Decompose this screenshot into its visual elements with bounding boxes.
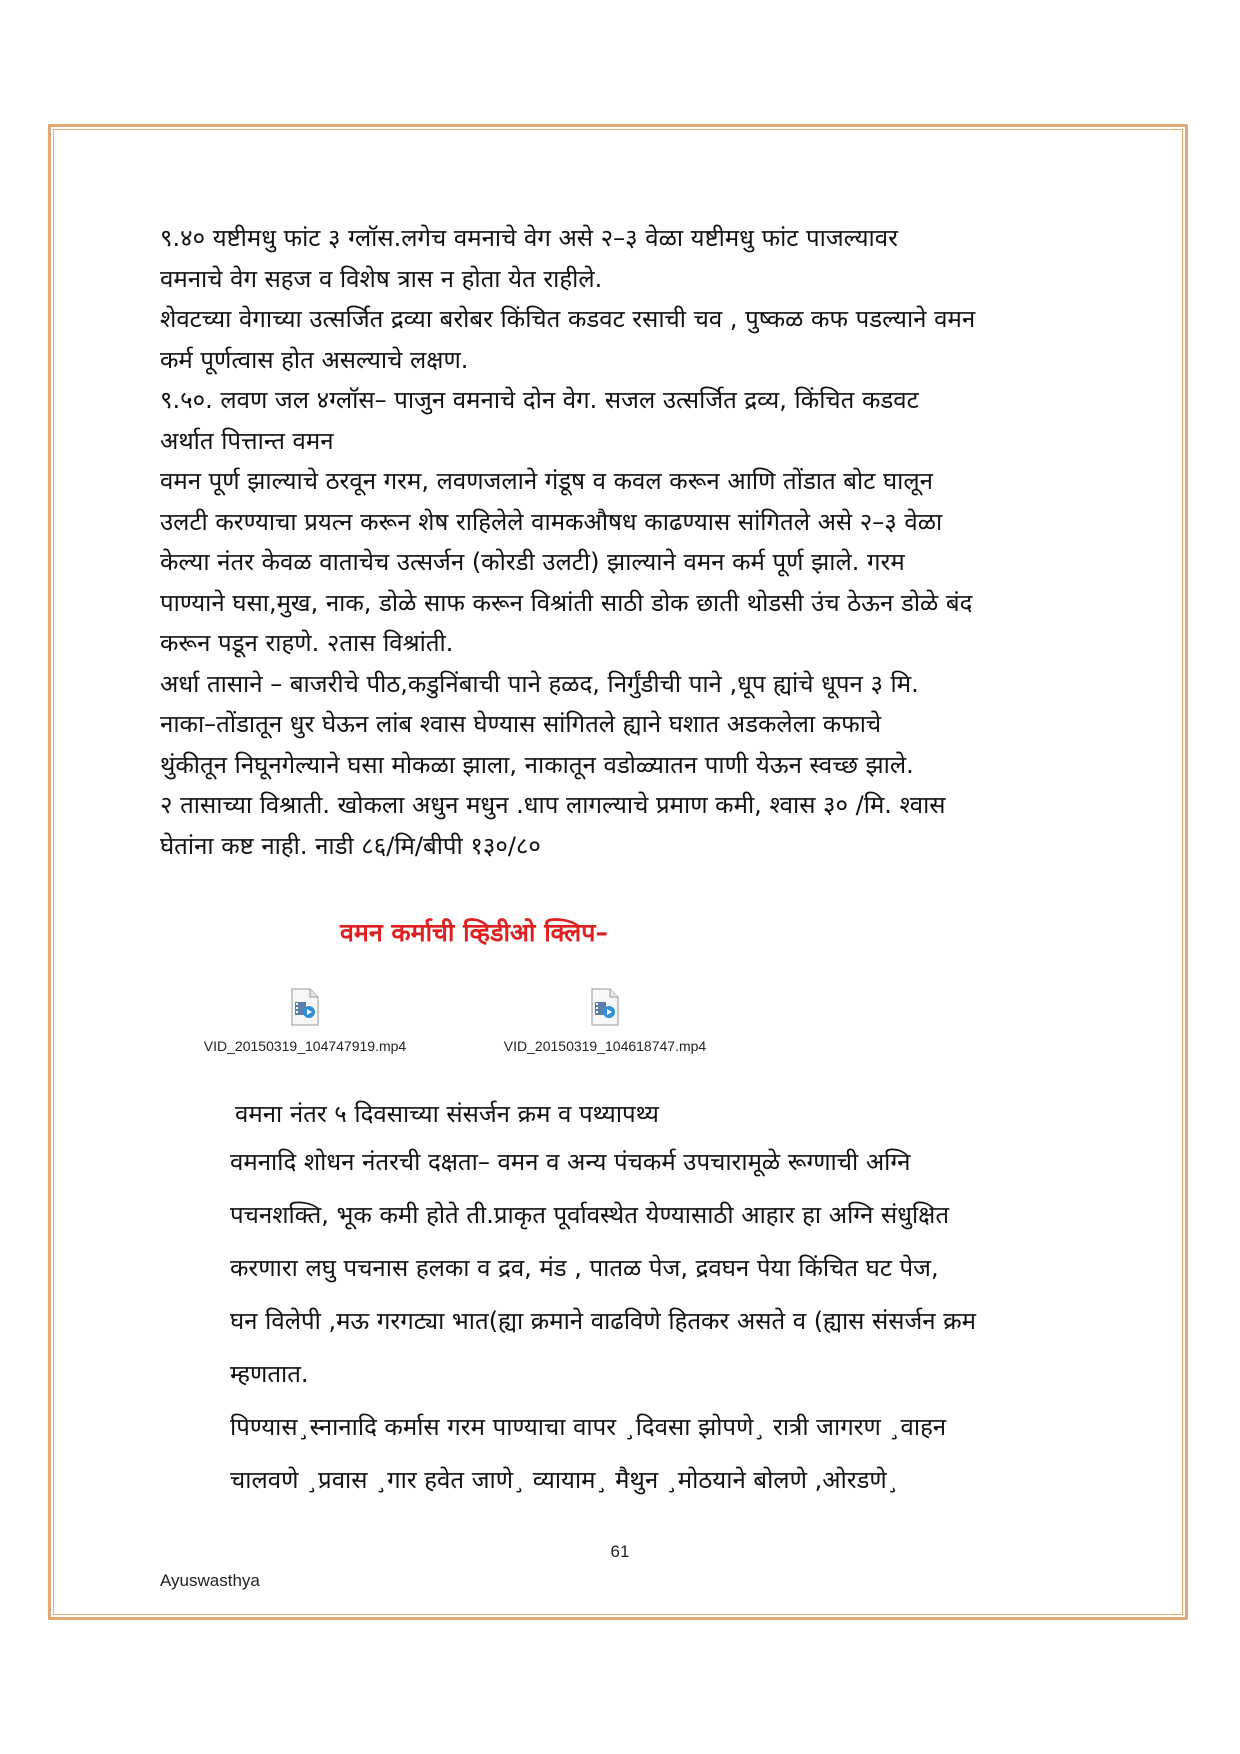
text-line: अर्थात पित्तान्त वमन xyxy=(160,426,334,455)
text-line: कर्म पूर्णत्वास होत असल्याचे लक्षण. xyxy=(160,345,469,374)
body-text-top xyxy=(160,218,1080,866)
text-line: पचनशक्ति, भूक कमी होते ती.प्राकृत पूर्वावस्थेत येण्यासाठी आहार हा अग्नि संधुक्षित xyxy=(230,1201,950,1229)
attachment-filename[interactable]: VID_20150319_104618747.mp4 xyxy=(503,1038,707,1054)
text-line: पाण्याने घसा,मुख, नाक, डोळे साफ करून विश्रांती साठी डोक छाती थोडसी उंच ठेऊन डोळे बंद xyxy=(160,588,973,617)
text-line: थुंकीतून निघूनगेल्याने घसा मोकळा झाला, नाकातून वडोळ्यातन पाणी येऊन स्वच्छ झाले. xyxy=(160,750,914,779)
text-line: म्हणतात. xyxy=(230,1360,309,1388)
page-number: 61 xyxy=(610,1542,630,1561)
text-line: ९.४० यष्टीमधु फांट ३ ग्लॉस.लगेच वमनाचे वेग असे २–३ वेळा यष्टीमधु फांट पाजल्यावर xyxy=(160,224,898,252)
text-line: केल्या नंतर केवळ वाताचेच उत्सर्जन (कोरडी उलटी) झाल्याने वमन कर्म पूर्ण झाले. गरम xyxy=(160,548,905,576)
attachment-filename[interactable]: VID_20150319_104747919.mp4 xyxy=(203,1038,407,1054)
text-line: करणारा लघु पचनास हलका व द्रव, मंड , पातळ पेज, द्रवघन पेया किंचित घट पेज, xyxy=(230,1254,939,1282)
video-clip-heading: वमन कर्माची व्हिडीओ क्लिप– xyxy=(340,918,608,947)
text-line: घेतांना कष्ट नाही. नाडी ८६/मि/बीपी १३०/८० xyxy=(160,831,541,860)
text-line: नाका–तोंडातून धुर घेऊन लांब श्वास घेण्यास सांगितले ह्याने घशात अडकलेला कफाचे xyxy=(160,710,882,738)
text-line: अर्धा तासाने – बाजरीचे पीठ,कडुनिंबाची पाने हळद, निर्गुंडीची पाने ,धूप ह्यांचे धूपन ३ मि. xyxy=(160,669,919,698)
text-line: वमन पूर्ण झाल्याचे ठरवून गरम, लवणजलाने गंडूष व कवल करून आणि तोंडात बोट घालून xyxy=(160,467,933,495)
text-line: वमनाचे वेग सहज व विशेष त्रास न होता येत राहीले. xyxy=(160,264,603,293)
text-line: ९.५०. लवण जल ४ग्लॉस– पाजुन वमनाचे दोन वेग. सजल उत्सर्जित द्रव्य, किंचित कडवट xyxy=(160,386,919,414)
text-line: वमनादि शोधन नंतरची दक्षता– वमन व अन्य पंचकर्म उपचारामूळे रूग्णाची अग्नि xyxy=(230,1148,911,1176)
video-file-icon[interactable] xyxy=(590,988,620,1026)
video-attachment-1[interactable] xyxy=(165,988,445,1054)
video-attachment-2[interactable] xyxy=(465,988,745,1054)
text-line: पिण्यास¸स्नानादि कर्मास गरम पाण्याचा वापर ¸दिवसा झोपणे¸ रात्री जागरण ¸वाहन xyxy=(230,1413,947,1441)
footer-text: Ayuswasthya xyxy=(160,1571,260,1590)
video-file-icon[interactable] xyxy=(290,988,320,1026)
text-line: शेवटच्या वेगाच्या उत्सर्जित द्रव्या बरोबर किंचित कडवट रसाची चव , पुष्कळ कफ पडल्याने वमन xyxy=(160,305,976,333)
text-line: करून पडून राहणे. २तास विश्रांती. xyxy=(160,629,454,657)
text-line: उलटी करण्याचा प्रयत्न करून शेष राहिलेले वामकऔषध काढण्यास सांगितले असे २–३ वेळा xyxy=(160,507,943,536)
text-line: चालवणे ¸प्रवास ¸गार हवेत जाणे¸ व्यायाम¸ मैथुन ¸मोठयाने बोलणे ,ओरडणे¸ xyxy=(230,1466,899,1494)
body-text-bottom xyxy=(230,1092,1110,1507)
text-line: २ तासाच्या विश्राती. खोकला अधुन मधुन .धाप लागल्याचे प्रमाण कमी, श्वास ३० /मि. श्वास xyxy=(160,791,946,819)
section-subheading: वमना नंतर ५ दिवसाच्या संसर्जन क्रम व पथ्यापथ्य xyxy=(235,1100,659,1128)
text-line: घन विलेपी ,मऊ गरगट्या भात(ह्या क्रमाने वाढविणे हितकर असते व (ह्यास संसर्जन क्रम xyxy=(230,1307,977,1335)
